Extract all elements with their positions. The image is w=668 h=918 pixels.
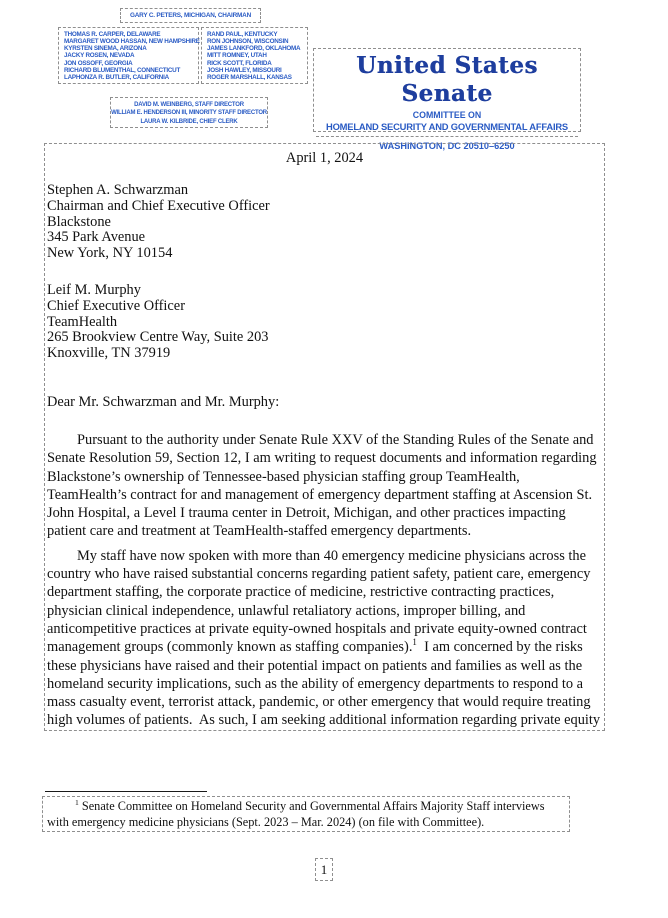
minority-members-list xyxy=(201,27,308,84)
chairman-line: GARY C. PETERS, MICHIGAN, CHAIRMAN xyxy=(120,8,261,23)
paragraph-2 xyxy=(47,547,602,730)
recipient-company: TeamHealth xyxy=(47,313,118,330)
member-name: THOMAS R. CARPER, DELAWARE xyxy=(64,31,161,38)
member-name: RAND PAUL, KENTUCKY xyxy=(207,31,278,38)
paragraph-1 xyxy=(47,431,602,541)
recipient-company: Blackstone xyxy=(47,213,111,230)
committee-line1: COMMITTEE ON xyxy=(412,110,482,120)
footnote-separator xyxy=(45,791,207,792)
salutation: Dear Mr. Schwarzman and Mr. Murphy: xyxy=(47,393,280,410)
page-number: 1 xyxy=(315,858,333,881)
senate-letterhead xyxy=(313,48,581,151)
member-name: RON JOHNSON, WISCONSIN xyxy=(207,38,289,46)
member-name: JACKY ROSEN, NEVADA xyxy=(64,52,135,60)
member-name: RICK SCOTT, FLORIDA xyxy=(207,59,272,67)
footnote-marker: 1 xyxy=(75,797,79,807)
letter-date: April 1, 2024 xyxy=(285,150,364,166)
member-name: JON OSSOFF, GEORGIA xyxy=(64,59,133,67)
recipient-name: Stephen A. Schwarzman xyxy=(47,182,189,198)
paragraph-1-text: Pursuant to the authority under Senate Rule XXV of the Standing Rules of the Senate and Senate Resolution 59, Section 12, I am writing to request documents and information regarding Blackstone’s ownership of Tennessee-based physician staffing group TeamHealth, TeamHealth’s contract for and management of emergency department staffing at Ascension St. John Hospital, a Level I trauma center in Detroit, Michigan, and other practices impacting patient care and treatment at TeamHealth-staffed emergency departments. xyxy=(47,431,601,540)
paragraph-2-text-before-note: My staff have now spoken with more than 40 emergency medicine physicians across the country who have raised substantial concerns regarding patient safety, patient care, emergency department staffing, the corporate practice of medicine, restrictive contracting practices, physician clinical independence, unlawful retaliatory actions, improper billing, and anticompetitive practices at private equity-owned hospitals and private equity-owned contract management groups (commonly known as staffing companies). xyxy=(47,547,595,656)
committee-address: WASHINGTON, DC 20510–6250 xyxy=(316,136,578,151)
staff-name: WILLIAM E. HENDERSON III, MINORITY STAFF DIRECTOR xyxy=(111,110,267,117)
recipient-title: Chief Executive Officer xyxy=(47,297,185,314)
recipient-street: 265 Brookview Centre Way, Suite 203 xyxy=(47,329,269,346)
recipient-address-murphy xyxy=(47,283,602,362)
footnote-reference-marker: 1 xyxy=(412,637,417,648)
recipient-street: 345 Park Avenue xyxy=(47,229,146,246)
member-name: MARGARET WOOD HASSAN, NEW HAMPSHIRE xyxy=(64,38,200,46)
member-name: RICHARD BLUMENTHAL, CONNECTICUT xyxy=(64,66,181,74)
member-name: MITT ROMNEY, UTAH xyxy=(207,52,267,60)
recipient-city: New York, NY 10154 xyxy=(47,245,173,262)
committee-line2: HOMELAND SECURITY AND GOVERNMENTAL AFFAIRS xyxy=(326,121,568,132)
member-name: LAPHONZA R. BUTLER, CALIFORNIA xyxy=(64,73,169,81)
member-name: ROGER MARSHALL, KANSAS xyxy=(207,73,292,81)
letter-body xyxy=(44,143,605,731)
senate-title: United States Senate xyxy=(356,52,538,107)
recipient-title: Chairman and Chief Executive Officer xyxy=(47,197,270,214)
member-name: JOSH HAWLEY, MISSOURI xyxy=(207,66,282,74)
member-name: JAMES LANKFORD, OKLAHOMA xyxy=(207,45,301,53)
recipient-name: Leif M. Murphy xyxy=(47,281,141,298)
majority-members-list xyxy=(58,27,199,84)
staff-name: LAURA W. KILBRIDE, CHIEF CLERK xyxy=(140,118,238,125)
paragraph-2-text-after-note: I am concerned by the risks these physicians have raised and their potential impact on patients and families as well as the homeland security implications, such as the ability of emergency departments to respond to a mass casualty event, terrorist attack, pandemic, or other emergency that would require treating high volumes of patients. As such, I am seeking additional information regarding private equity xyxy=(47,639,601,729)
staff-name: DAVID M. WEINBERG, STAFF DIRECTOR xyxy=(134,102,244,108)
staff-list xyxy=(110,97,268,128)
footnote-body: Senate Committee on Homeland Security and Governmental Affairs Majority Staff interviews with emergency medicine physicians (Sept. 2023 – Mar. 2024) (on file with Committee). xyxy=(47,799,548,829)
recipient-address-schwarzman xyxy=(47,183,602,262)
footnote xyxy=(42,796,570,832)
footnote-text xyxy=(47,798,565,830)
recipient-city: Knoxville, TN 37919 xyxy=(47,345,171,362)
member-name: KYRSTEN SINEMA, ARIZONA xyxy=(64,45,147,53)
